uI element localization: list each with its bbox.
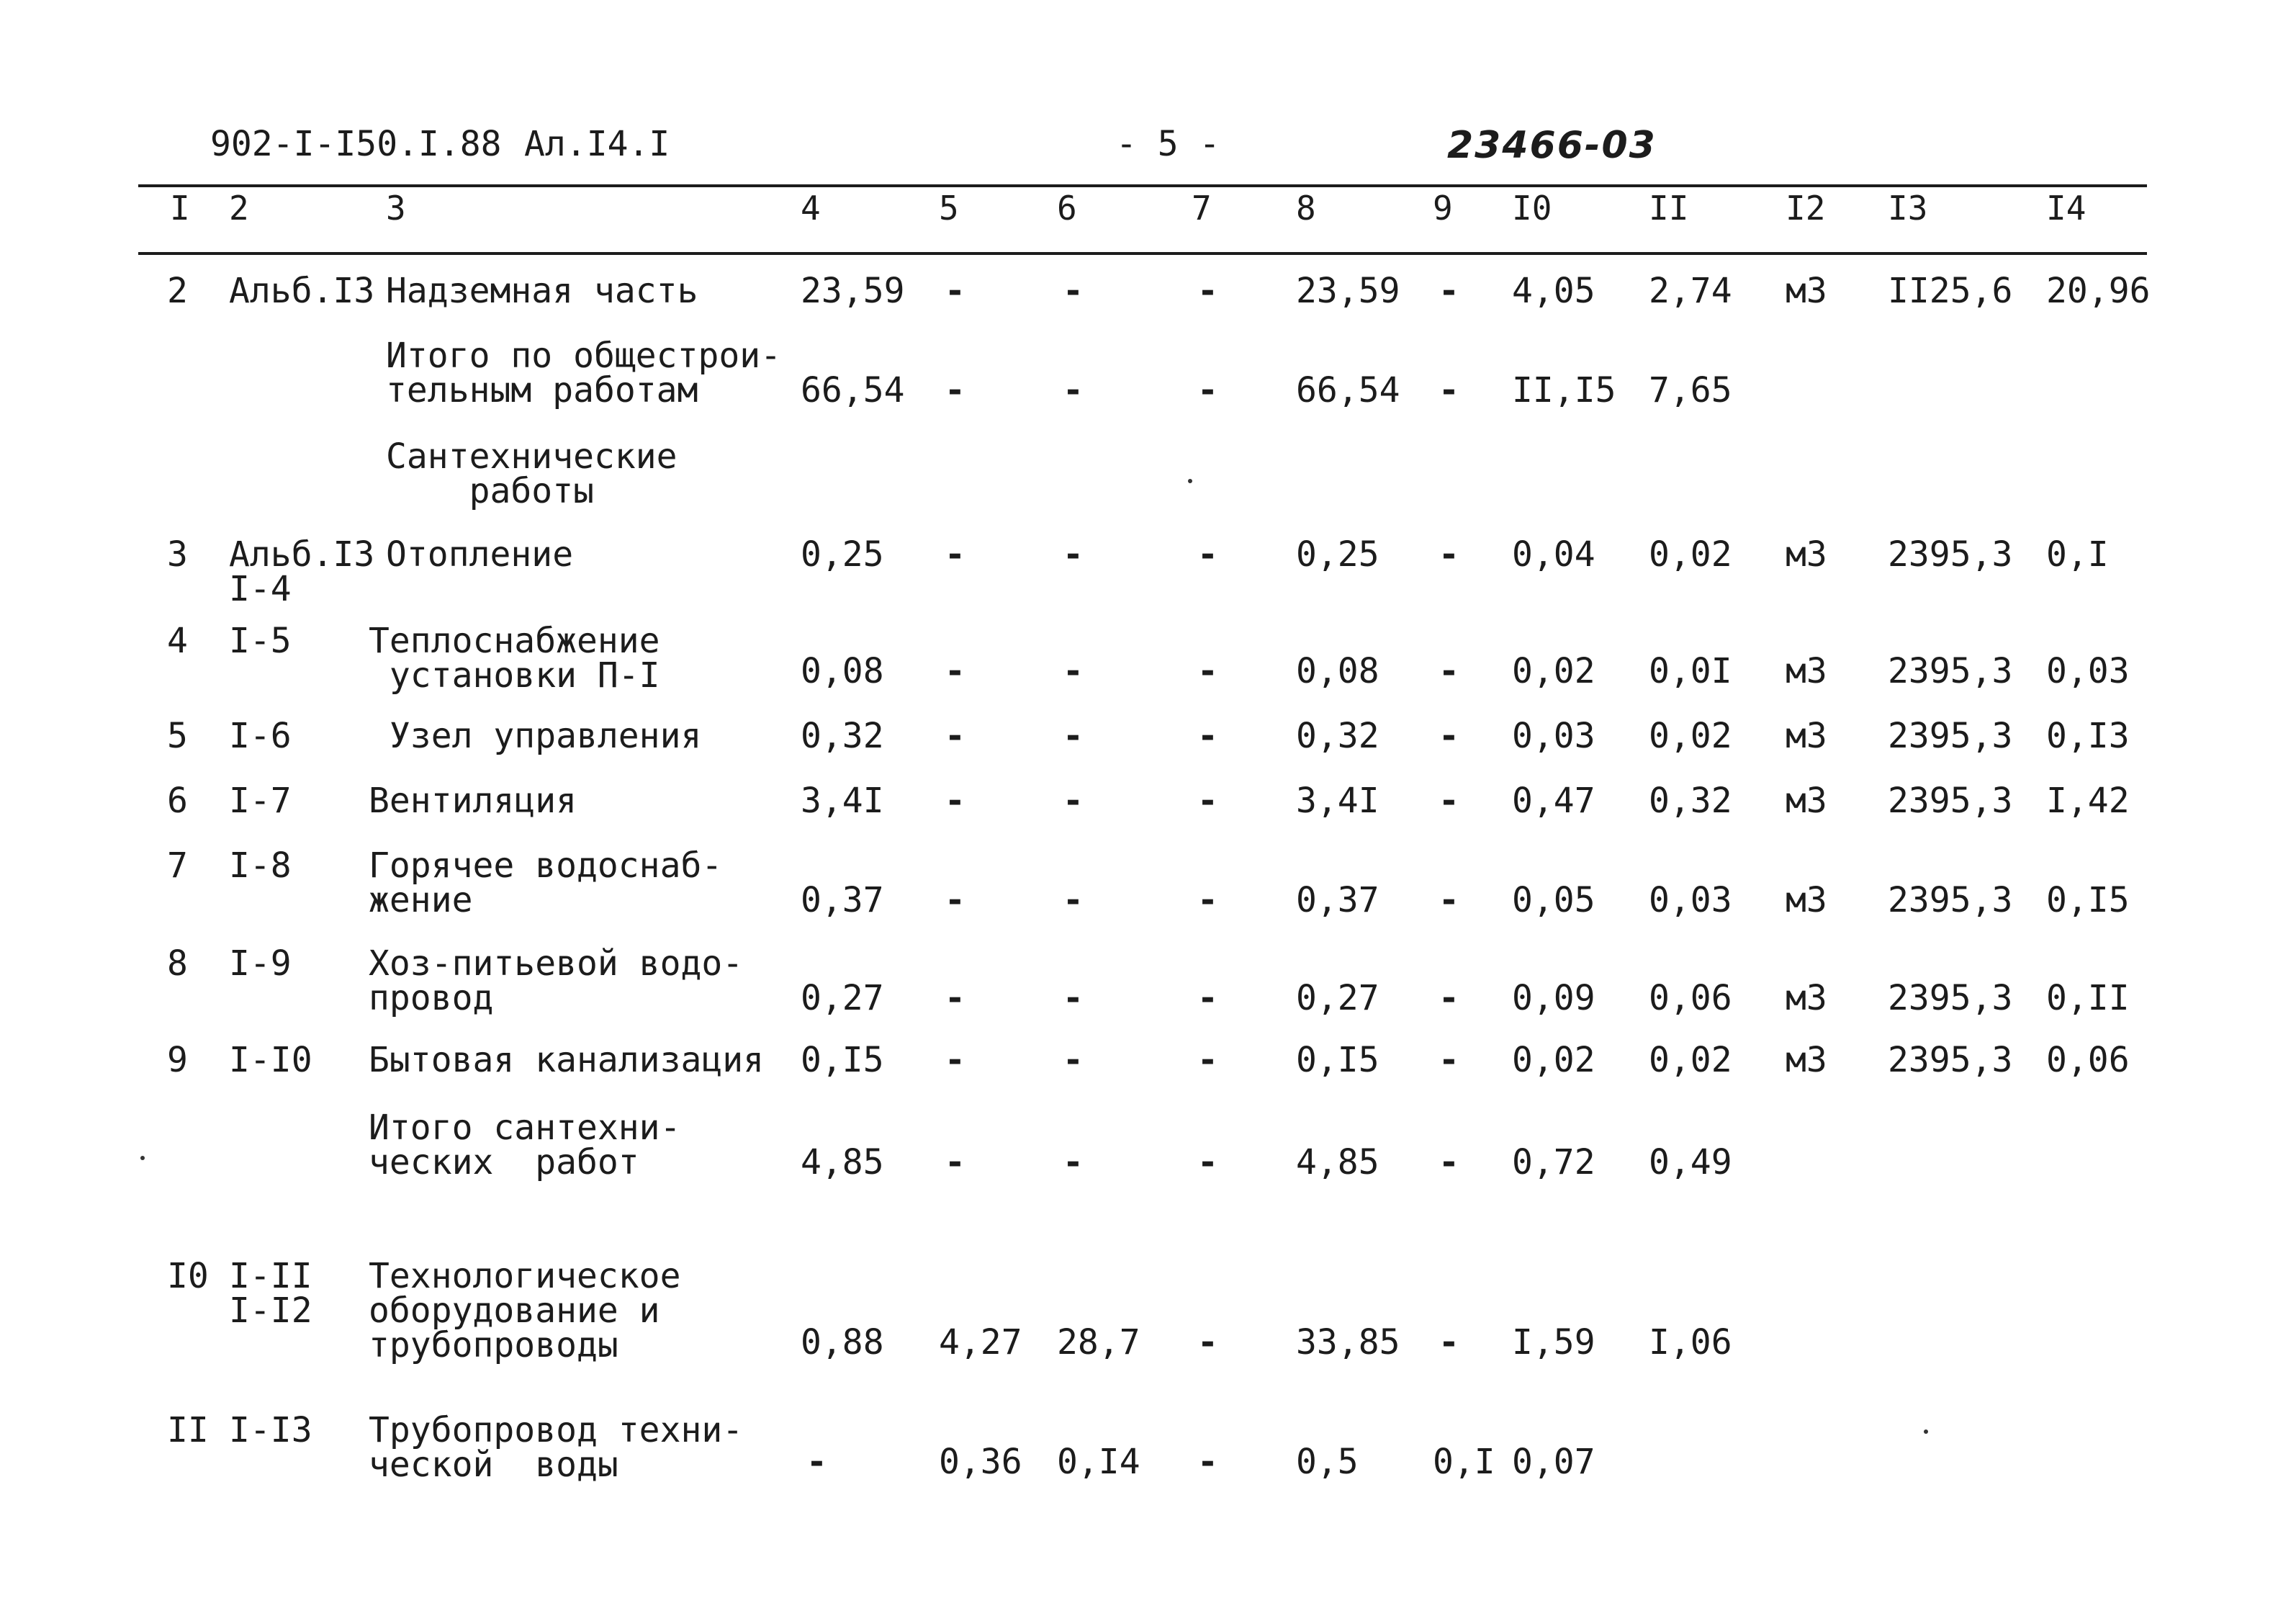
cell-col-10: II,I5	[1512, 370, 1616, 410]
album-ref: I-9	[229, 943, 292, 984]
row-number: 9	[167, 1040, 188, 1080]
cell-col-12: м3	[1786, 651, 1827, 691]
cell-col-10: 4,05	[1512, 271, 1595, 311]
cell-col-9: -	[1439, 1142, 1459, 1182]
cell-col-14: 0,II	[2046, 978, 2130, 1018]
cell-col-11: 0,02	[1649, 534, 1732, 575]
cell-col-5: -	[945, 271, 965, 311]
column-number: 6	[1057, 189, 1077, 228]
doc-code: 902-I-I50.I.88	[210, 124, 502, 164]
scan-speck	[1188, 479, 1192, 483]
cell-col-12: м3	[1786, 1040, 1827, 1080]
work-name: Хоз-питьевой водо- провод	[369, 943, 744, 1018]
album-ref: I-7	[229, 781, 292, 821]
work-name: Технологическое оборудование и трубопроводы	[369, 1256, 681, 1365]
cell-col-11: 2,74	[1649, 271, 1732, 311]
cell-col-13: 2395,3	[1888, 716, 2013, 756]
cell-col-5: -	[945, 978, 965, 1018]
album-ref: I-I3	[229, 1410, 312, 1450]
cell-col-12: м3	[1786, 271, 1827, 311]
cell-col-5: -	[945, 370, 965, 410]
cell-col-6: -	[1063, 370, 1084, 410]
cell-col-9: -	[1439, 716, 1459, 756]
cell-col-8: 3,4I	[1296, 781, 1379, 821]
cell-col-9: -	[1439, 781, 1459, 821]
cell-col-8: 0,I5	[1296, 1040, 1379, 1080]
cell-col-12: м3	[1786, 716, 1827, 756]
cell-col-14: 0,I3	[2046, 716, 2130, 756]
cell-col-8: 0,25	[1296, 534, 1379, 575]
row-number: 2	[167, 271, 188, 311]
column-number: 8	[1296, 189, 1316, 228]
column-number: I2	[1786, 189, 1826, 228]
cell-col-14: 0,03	[2046, 651, 2130, 691]
cell-col-6: -	[1063, 534, 1084, 575]
cell-col-8: 0,32	[1296, 716, 1379, 756]
cell-col-5: -	[945, 1142, 965, 1182]
cell-col-10: 0,03	[1512, 716, 1595, 756]
cell-col-4: 66,54	[801, 370, 905, 410]
work-name: Отопление	[386, 534, 574, 575]
cell-col-12: м3	[1786, 978, 1827, 1018]
cell-col-9: -	[1439, 651, 1459, 691]
cell-col-14: I,42	[2046, 781, 2130, 821]
album-ref: I-II I-I2	[229, 1256, 312, 1331]
cell-col-13: II25,6	[1888, 271, 2013, 311]
cell-col-11: 0,06	[1649, 978, 1732, 1018]
cell-col-14: 0,06	[2046, 1040, 2130, 1080]
cell-col-13: 2395,3	[1888, 880, 2013, 920]
cell-col-11: 0,32	[1649, 781, 1732, 821]
column-number: I	[170, 189, 190, 228]
cell-col-4: 0,27	[801, 978, 884, 1018]
cell-col-4: 0,I5	[801, 1040, 884, 1080]
cell-col-7: -	[1197, 781, 1218, 821]
cell-col-5: -	[945, 781, 965, 821]
cell-col-13: 2395,3	[1888, 1040, 2013, 1080]
cell-col-7: -	[1197, 370, 1218, 410]
cell-col-4: 0,37	[801, 880, 884, 920]
cell-col-10: 0,72	[1512, 1142, 1595, 1182]
table-top-rule	[138, 184, 2147, 187]
cell-col-5: -	[945, 534, 965, 575]
cell-col-7: -	[1197, 978, 1218, 1018]
work-name: Итого по общестрои- тельным работам	[386, 336, 782, 410]
cell-col-7: -	[1197, 271, 1218, 311]
cell-col-6: -	[1063, 271, 1084, 311]
work-name: Узел управления	[369, 716, 702, 756]
cell-col-6: 28,7	[1057, 1322, 1140, 1363]
cell-col-13: 2395,3	[1888, 781, 2013, 821]
column-number: 7	[1192, 189, 1212, 228]
cell-col-12: м3	[1786, 781, 1827, 821]
cell-col-8: 0,27	[1296, 978, 1379, 1018]
cell-col-12: м3	[1786, 880, 1827, 920]
column-number: I4	[2046, 189, 2086, 228]
cell-col-4: 0,88	[801, 1322, 884, 1363]
cell-col-11: 0,02	[1649, 716, 1732, 756]
cell-col-9: -	[1439, 978, 1459, 1018]
row-number: 5	[167, 716, 188, 756]
cell-col-8: 4,85	[1296, 1142, 1379, 1182]
cell-col-14: 0,I	[2046, 534, 2109, 575]
cell-col-9: -	[1439, 271, 1459, 311]
row-number: 7	[167, 845, 188, 886]
cell-col-4: 23,59	[801, 271, 905, 311]
cell-col-6: 0,I4	[1057, 1442, 1140, 1482]
cell-col-10: 0,05	[1512, 880, 1595, 920]
cell-col-13: 2395,3	[1888, 534, 2013, 575]
cell-col-8: 23,59	[1296, 271, 1400, 311]
work-name: Итого сантехни- ческих работ	[369, 1108, 681, 1182]
cell-col-6: -	[1063, 1040, 1084, 1080]
cell-col-13: 2395,3	[1888, 651, 2013, 691]
column-number: 5	[939, 189, 959, 228]
scan-speck	[1924, 1429, 1928, 1434]
cell-col-4: 3,4I	[801, 781, 884, 821]
cell-col-10: 0,09	[1512, 978, 1595, 1018]
cell-col-9: -	[1439, 1040, 1459, 1080]
cell-col-7: -	[1197, 880, 1218, 920]
column-number: 2	[229, 189, 249, 228]
row-number: II	[167, 1410, 209, 1450]
column-number: I3	[1888, 189, 1928, 228]
cell-col-7: -	[1197, 1040, 1218, 1080]
cell-col-10: 0,47	[1512, 781, 1595, 821]
album-ref: Альб.I3 I-4	[229, 534, 375, 609]
handwritten-stamp: 23466-03	[1447, 124, 1657, 167]
cell-col-6: -	[1063, 978, 1084, 1018]
work-name: Сантехнические работы	[386, 436, 677, 511]
cell-col-10: 0,07	[1512, 1442, 1595, 1482]
cell-col-12: м3	[1786, 534, 1827, 575]
row-number: 8	[167, 943, 188, 984]
cell-col-11: I,06	[1649, 1322, 1732, 1363]
album-ref: I-I0	[229, 1040, 312, 1080]
album-ref: I-5	[229, 621, 292, 661]
cell-col-13: 2395,3	[1888, 978, 2013, 1018]
cell-col-14: 20,96	[2046, 271, 2151, 311]
cell-col-10: I,59	[1512, 1322, 1595, 1363]
cell-col-7: -	[1197, 1142, 1218, 1182]
cell-col-9: 0,I	[1433, 1442, 1495, 1482]
work-name: Трубопровод техни- ческой воды	[369, 1410, 744, 1485]
cell-col-5: -	[945, 651, 965, 691]
cell-col-8: 66,54	[1296, 370, 1400, 410]
album-ref: I-6	[229, 716, 292, 756]
cell-col-6: -	[1063, 716, 1084, 756]
cell-col-11: 7,65	[1649, 370, 1732, 410]
cell-col-4: 0,25	[801, 534, 884, 575]
cell-col-10: 0,02	[1512, 651, 1595, 691]
album-ref: Альб.I3	[229, 271, 375, 311]
cell-col-7: -	[1197, 651, 1218, 691]
cell-col-8: 0,37	[1296, 880, 1379, 920]
cell-col-6: -	[1063, 651, 1084, 691]
cell-col-10: 0,04	[1512, 534, 1595, 575]
cell-col-5: 4,27	[939, 1322, 1022, 1363]
cell-col-5: -	[945, 716, 965, 756]
cell-col-7: -	[1197, 1442, 1218, 1482]
table-header-rule	[138, 252, 2147, 255]
cell-col-11: 0,49	[1649, 1142, 1732, 1182]
cell-col-6: -	[1063, 1142, 1084, 1182]
album-ref: I-8	[229, 845, 292, 886]
cell-col-14: 0,I5	[2046, 880, 2130, 920]
cell-col-5: -	[945, 880, 965, 920]
cell-col-6: -	[1063, 880, 1084, 920]
cell-col-11: 0,0I	[1649, 651, 1732, 691]
cell-col-9: -	[1439, 1322, 1459, 1363]
cell-col-8: 0,08	[1296, 651, 1379, 691]
row-number: 6	[167, 781, 188, 821]
cell-col-4: 0,32	[801, 716, 884, 756]
row-number: I0	[167, 1256, 209, 1296]
cell-col-7: -	[1197, 534, 1218, 575]
work-name: Бытовая канализация	[369, 1040, 765, 1080]
cell-col-8: 33,85	[1296, 1322, 1400, 1363]
column-number: I0	[1512, 189, 1552, 228]
column-number: 9	[1433, 189, 1453, 228]
column-number: II	[1649, 189, 1689, 228]
cell-col-9: -	[1439, 534, 1459, 575]
cell-col-9: -	[1439, 370, 1459, 410]
sheet-number: Ал.I4.I	[524, 124, 670, 164]
work-name: Надземная часть	[386, 271, 698, 311]
work-name: Горячее водоснаб- жение	[369, 845, 723, 920]
work-name: Вентиляция	[369, 781, 577, 821]
cell-col-7: -	[1197, 716, 1218, 756]
cell-col-4: 4,85	[801, 1142, 884, 1182]
cell-col-7: -	[1197, 1322, 1218, 1363]
cell-col-8: 0,5	[1296, 1442, 1359, 1482]
scan-speck	[140, 1156, 145, 1160]
cell-col-4: 0,08	[801, 651, 884, 691]
row-number: 3	[167, 534, 188, 575]
cell-col-4: -	[806, 1442, 827, 1482]
cell-col-9: -	[1439, 880, 1459, 920]
cell-col-10: 0,02	[1512, 1040, 1595, 1080]
page-number: - 5 -	[1116, 124, 1220, 164]
cell-col-11: 0,02	[1649, 1040, 1732, 1080]
cell-col-6: -	[1063, 781, 1084, 821]
cell-col-5: -	[945, 1040, 965, 1080]
column-number: 4	[801, 189, 821, 228]
work-name: Теплоснабжение установки П-I	[369, 621, 660, 696]
cell-col-5: 0,36	[939, 1442, 1022, 1482]
column-number: 3	[386, 189, 406, 228]
row-number: 4	[167, 621, 188, 661]
cell-col-11: 0,03	[1649, 880, 1732, 920]
